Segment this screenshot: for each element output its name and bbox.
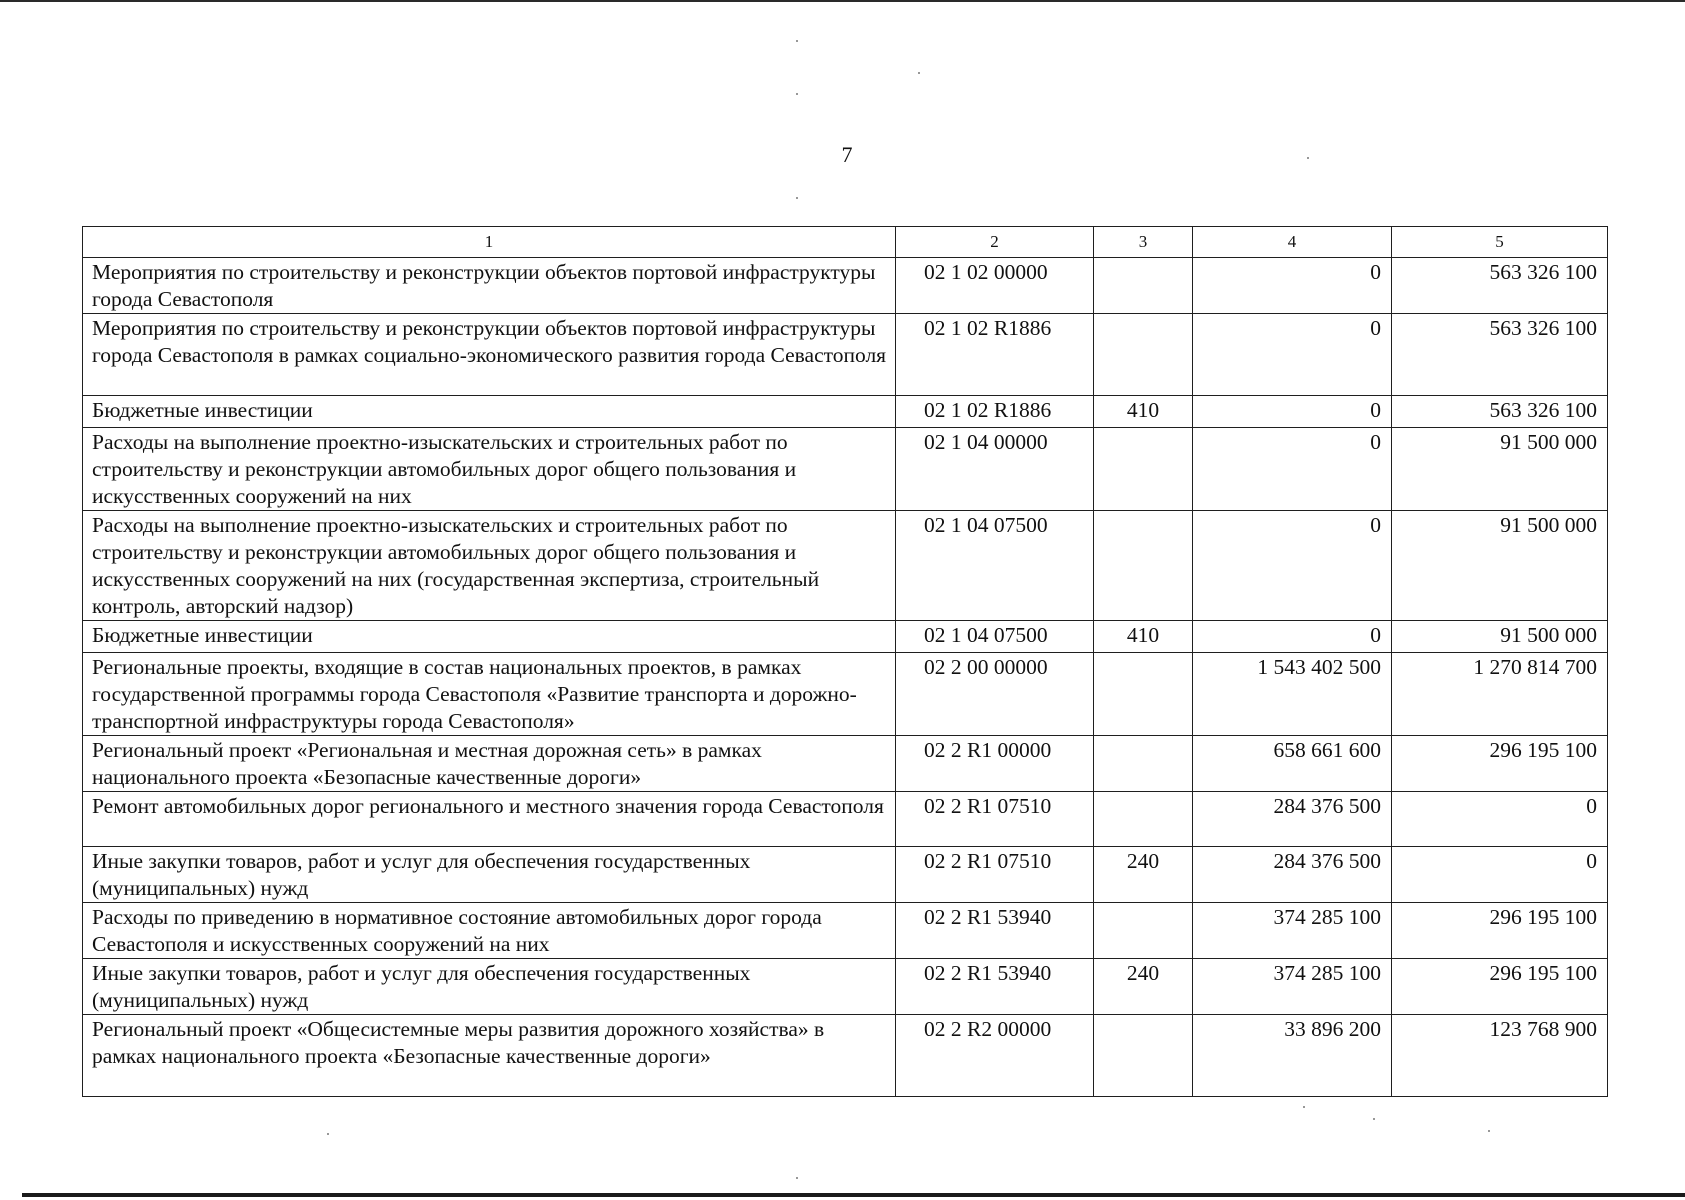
row-code: 02 1 02 R1886	[896, 314, 1094, 396]
table-row	[83, 847, 1608, 903]
row-code: 02 2 R2 00000	[896, 1015, 1094, 1097]
row-value-5: 296 195 100	[1392, 736, 1608, 792]
row-expense-type	[1094, 428, 1193, 511]
table-row	[83, 314, 1608, 396]
row-code: 02 1 04 07500	[896, 621, 1094, 653]
table-row	[83, 511, 1608, 621]
page-number: 7	[841, 142, 853, 167]
table-row	[83, 903, 1608, 959]
row-value-5: 0	[1392, 792, 1608, 847]
row-name: Ремонт автомобильных дорог регионального и местного значения города Севастополя	[83, 792, 896, 847]
row-name: Расходы на выполнение проектно-изыскательских и строительных работ по строительству и реконструкции автомобильных дорог общего пользования и искусственных сооружений на них	[83, 428, 896, 511]
scan-speck	[796, 1177, 798, 1179]
row-expense-type	[1094, 792, 1193, 847]
scan-speck	[327, 1133, 329, 1135]
row-value-5: 91 500 000	[1392, 621, 1608, 653]
row-expense-type	[1094, 653, 1193, 736]
row-expense-type	[1094, 903, 1193, 959]
table-row	[83, 736, 1608, 792]
row-expense-type	[1094, 314, 1193, 396]
row-name: Расходы по приведению в нормативное состояние автомобильных дорог города Севастополя и искусственных сооружений на них	[83, 903, 896, 959]
row-value-4: 0	[1193, 621, 1392, 653]
table-row	[83, 959, 1608, 1015]
scan-speck	[796, 40, 798, 42]
row-value-5: 91 500 000	[1392, 428, 1608, 511]
row-expense-type	[1094, 736, 1193, 792]
column-header-4: 4	[1193, 227, 1392, 258]
row-value-5: 296 195 100	[1392, 903, 1608, 959]
row-value-5: 563 326 100	[1392, 314, 1608, 396]
row-value-5: 563 326 100	[1392, 396, 1608, 428]
row-value-4: 658 661 600	[1193, 736, 1392, 792]
row-expense-type: 410	[1094, 621, 1193, 653]
row-value-5: 0	[1392, 847, 1608, 903]
budget-table	[82, 226, 1608, 1097]
row-value-5: 296 195 100	[1392, 959, 1608, 1015]
scan-speck	[1373, 1118, 1375, 1120]
scan-speck	[1303, 1106, 1305, 1108]
table-header-row	[83, 227, 1608, 258]
row-value-4: 374 285 100	[1193, 903, 1392, 959]
row-name: Расходы на выполнение проектно-изыскательских и строительных работ по строительству и реконструкции автомобильных дорог общего пользования и искусственных сооружений на них (государственная экспертиза, строительный контроль, авторский надзор)	[83, 511, 896, 621]
row-value-4: 1 543 402 500	[1193, 653, 1392, 736]
top-border-line	[0, 0, 1685, 2]
row-expense-type: 240	[1094, 847, 1193, 903]
row-value-5: 563 326 100	[1392, 258, 1608, 314]
row-code: 02 2 R1 07510	[896, 792, 1094, 847]
row-code: 02 1 04 07500	[896, 511, 1094, 621]
row-code: 02 2 R1 53940	[896, 903, 1094, 959]
row-value-4: 0	[1193, 258, 1392, 314]
scan-speck	[1307, 157, 1309, 159]
row-code: 02 1 04 00000	[896, 428, 1094, 511]
row-expense-type	[1094, 1015, 1193, 1097]
bottom-border-line	[22, 1193, 1685, 1197]
row-value-4: 0	[1193, 511, 1392, 621]
row-value-4: 284 376 500	[1193, 792, 1392, 847]
row-value-4: 0	[1193, 396, 1392, 428]
column-header-3: 3	[1094, 227, 1193, 258]
table-row	[83, 792, 1608, 847]
row-expense-type	[1094, 258, 1193, 314]
row-value-4: 33 896 200	[1193, 1015, 1392, 1097]
table-row	[83, 653, 1608, 736]
row-name: Региональный проект «Региональная и местная дорожная сеть» в рамках национального проекта «Безопасные качественные дороги»	[83, 736, 896, 792]
row-name: Бюджетные инвестиции	[83, 621, 896, 653]
row-name: Региональный проект «Общесистемные меры развития дорожного хозяйства» в рамках национального проекта «Безопасные качественные дороги»	[83, 1015, 896, 1097]
row-value-4: 0	[1193, 314, 1392, 396]
table-row	[83, 258, 1608, 314]
row-name: Иные закупки товаров, работ и услуг для обеспечения государственных (муниципальных) нужд	[83, 847, 896, 903]
scan-speck	[918, 72, 920, 74]
row-value-4: 284 376 500	[1193, 847, 1392, 903]
column-header-2: 2	[896, 227, 1094, 258]
table-row	[83, 1015, 1608, 1097]
row-code: 02 2 00 00000	[896, 653, 1094, 736]
column-header-5: 5	[1392, 227, 1608, 258]
row-value-5: 1 270 814 700	[1392, 653, 1608, 736]
row-code: 02 2 R1 53940	[896, 959, 1094, 1015]
row-name: Региональные проекты, входящие в состав национальных проектов, в рамках государственной программы города Севастополя «Развитие транспорта и дорожно-транспортной инфраструктуры города Севастополя»	[83, 653, 896, 736]
row-value-4: 374 285 100	[1193, 959, 1392, 1015]
row-name: Мероприятия по строительству и реконструкции объектов портовой инфраструктуры города Севастополя	[83, 258, 896, 314]
row-name: Мероприятия по строительству и реконструкции объектов портовой инфраструктуры города Севастополя в рамках социально-экономического развития города Севастополя	[83, 314, 896, 396]
row-expense-type: 240	[1094, 959, 1193, 1015]
row-code: 02 2 R1 00000	[896, 736, 1094, 792]
column-header-1: 1	[83, 227, 896, 258]
row-name: Бюджетные инвестиции	[83, 396, 896, 428]
row-expense-type: 410	[1094, 396, 1193, 428]
table-row	[83, 396, 1608, 428]
scan-speck	[1488, 1130, 1490, 1132]
row-code: 02 2 R1 07510	[896, 847, 1094, 903]
row-code: 02 1 02 R1886	[896, 396, 1094, 428]
table-row	[83, 621, 1608, 653]
scan-speck	[796, 197, 798, 199]
row-value-5: 91 500 000	[1392, 511, 1608, 621]
row-value-4: 0	[1193, 428, 1392, 511]
row-expense-type	[1094, 511, 1193, 621]
scan-speck	[796, 93, 798, 95]
row-code: 02 1 02 00000	[896, 258, 1094, 314]
row-value-5: 123 768 900	[1392, 1015, 1608, 1097]
table-row	[83, 428, 1608, 511]
row-name: Иные закупки товаров, работ и услуг для обеспечения государственных (муниципальных) нужд	[83, 959, 896, 1015]
